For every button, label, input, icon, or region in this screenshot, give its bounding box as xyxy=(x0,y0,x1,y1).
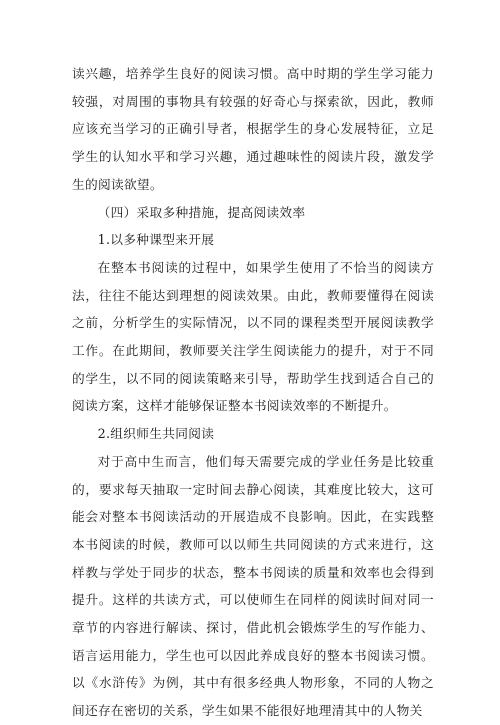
sub-heading-lesson-types: 1.以多种课型来开展 xyxy=(97,232,215,248)
section-heading-measures: （四）采取多种措施，提高阅读效率 xyxy=(97,204,306,220)
body-paragraph-lesson-types: 在整本书阅读的过程中，如果学生使用了不恰当的阅读方法，往往不能达到理想的阅读效果。由此，教师要懂得在阅读之前，分析学生的实际情况，以不同的课程类型开展阅读教学工作。在此期间，教师要关注学生阅读能力的提升，对于不同的学生，以不同的阅读策略来引导，帮助学生找到适合自己的阅读方案，这样才能够保证整本书阅读效率的不断提升。 xyxy=(72,259,434,414)
sub-heading-shared-reading: 2.组织师生共同阅读 xyxy=(97,426,215,442)
document-body xyxy=(72,60,434,725)
body-paragraph-shared-reading: 对于高中生而言，他们每天需要完成的学业任务是比较重的，要求每天抽取一定时间去静心阅读，其难度比较大，这可能会对整本书阅读活动的开展造成不良影响。因此，在实践整本书阅读的时候，教师可以以师生共同阅读的方式来进行，这样教与学处于同步的状态，整本书阅读的质量和效率也会得到提升。这样的共读方式，可以使师生在同样的阅读时间对同一章节的内容进行解读、探讨，借此机会锻炼学生的写作能力、语言运用能力，学生也可以因此养成良好的整本书阅读习惯。以《水浒传》为例，其中有很多经典人物形象，不同的人物之间还存在密切的关系，学生如果不能很好地理清其中的人物关 xyxy=(72,453,434,719)
body-paragraph-continued: 读兴趣，培养学生良好的阅读习惯。高中时期的学生学习能力较强，对周围的事物具有较强的好奇心与探索欲，因此，教师应该充当学习的正确引导者，根据学生的身心发展特征，立足学生的认知水平和学习兴趣，通过趣味性的阅读片段，激发学生的阅读欲望。 xyxy=(72,66,434,192)
